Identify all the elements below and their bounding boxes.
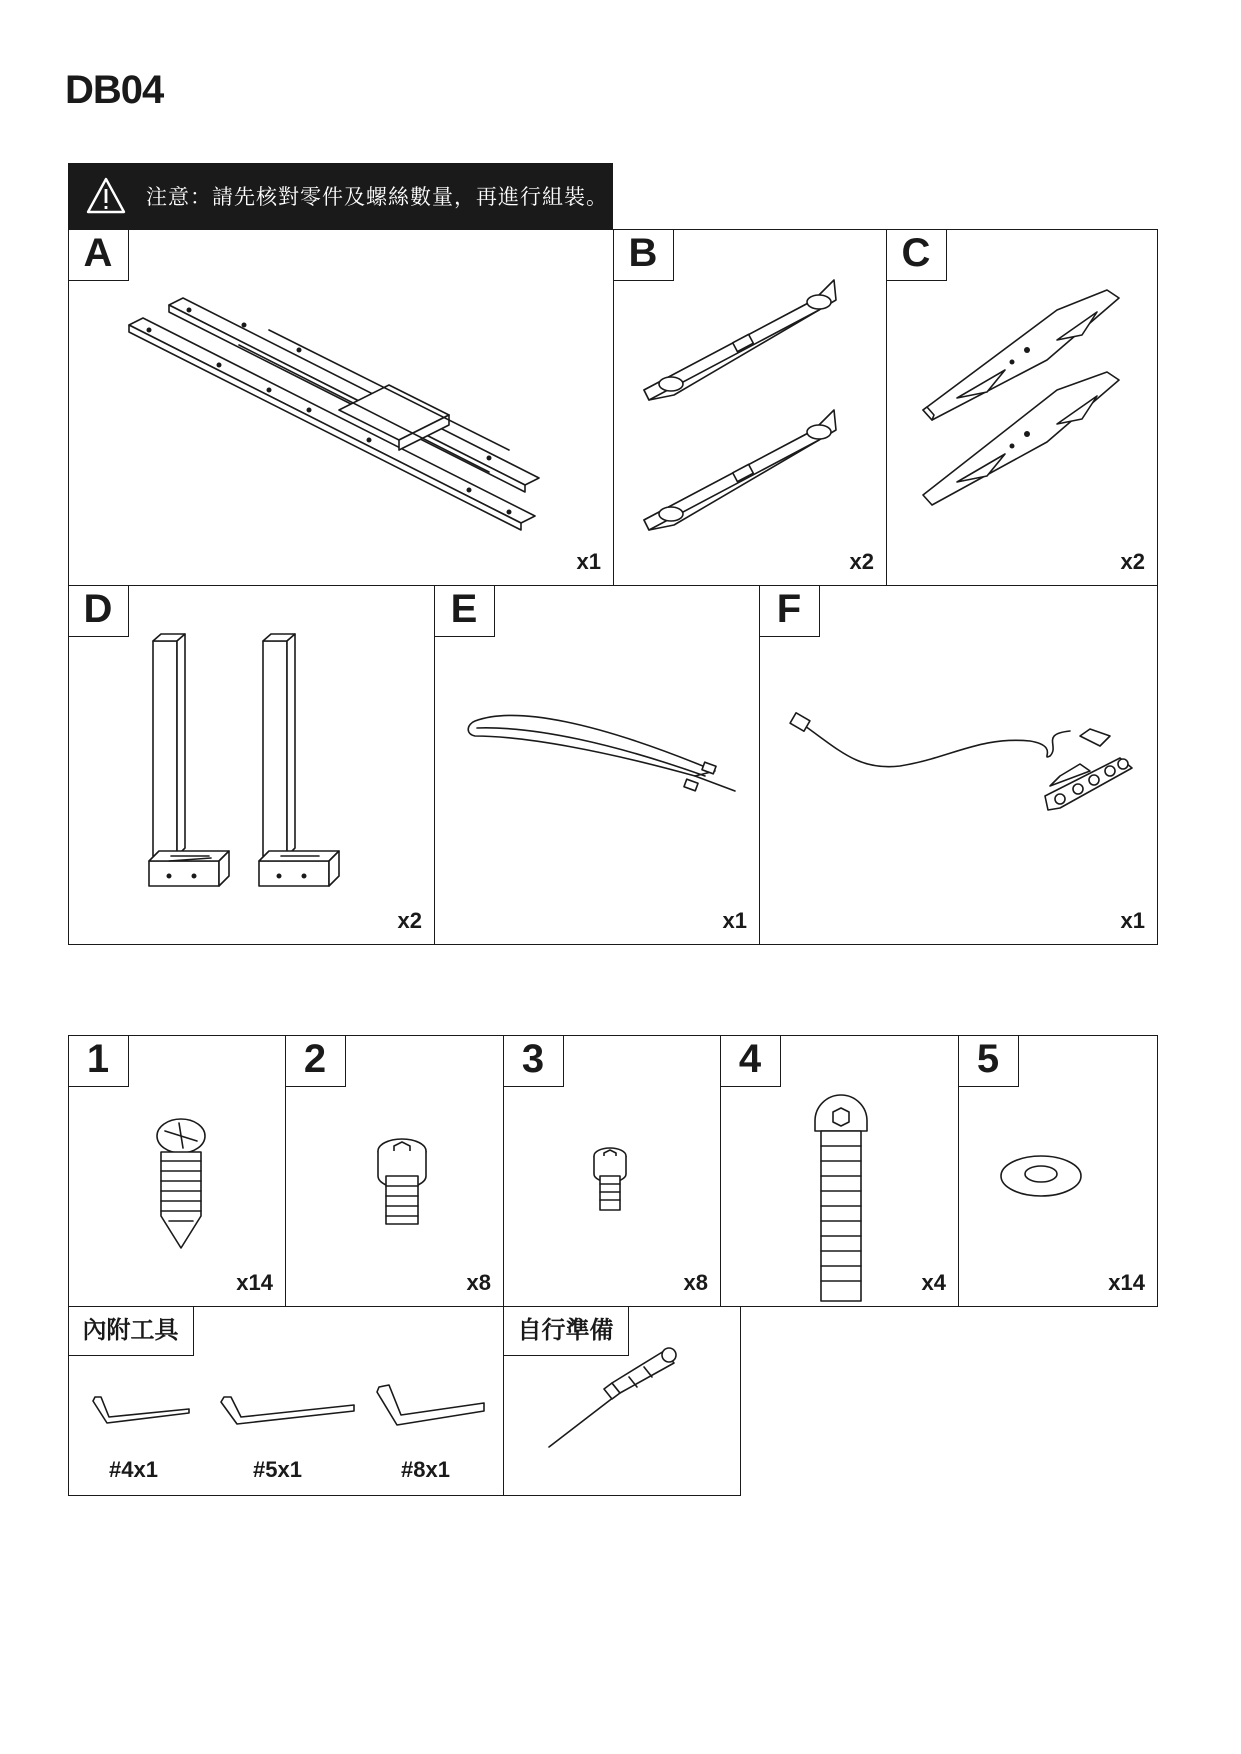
part-e-panel: [434, 585, 760, 945]
part-label: E: [434, 585, 495, 637]
part-label: A: [68, 229, 129, 281]
wood-screw-illustration: [69, 1036, 287, 1308]
part-label: C: [886, 229, 947, 281]
part-qty: x1: [576, 549, 601, 574]
hardware-qty: x14: [236, 1270, 273, 1295]
part-d-panel: [68, 585, 435, 945]
hardware-qty: x14: [1108, 1270, 1145, 1295]
frame-rail-illustration: [69, 230, 615, 587]
part-qty: x2: [397, 908, 422, 933]
hardware-3-panel: [503, 1035, 721, 1307]
hardware-label: 5: [958, 1035, 1019, 1087]
hardware-2-panel: [285, 1035, 504, 1307]
tools-self-label: 自行準備: [503, 1306, 629, 1356]
warning-icon: [86, 176, 126, 216]
foot-bracket-illustration: [614, 230, 888, 587]
notice-text: 注意：請先核對零件及螺絲數量，再進行組裝。: [146, 185, 608, 209]
part-label: F: [759, 585, 820, 637]
part-qty: x2: [849, 549, 874, 574]
tool-size-label: #4x1: [109, 1457, 158, 1482]
button-head-bolt-illustration: [721, 1036, 960, 1308]
hardware-5-panel: [958, 1035, 1158, 1307]
hardware-4-panel: [720, 1035, 959, 1307]
part-a-panel: [68, 229, 614, 586]
part-b-panel: [613, 229, 887, 586]
cable-illustration: [435, 586, 761, 946]
tools-included-label: 內附工具: [68, 1306, 194, 1356]
hardware-label: 3: [503, 1035, 564, 1087]
screwdriver-icon: [504, 1307, 742, 1497]
notice-banner: [68, 163, 613, 229]
part-f-panel: [759, 585, 1158, 945]
hardware-label: 2: [285, 1035, 346, 1087]
crossbar-bracket-illustration: [887, 230, 1159, 587]
tools-included-panel: [68, 1306, 504, 1496]
page-title: DB04: [65, 68, 164, 112]
washer-illustration: [959, 1036, 1159, 1308]
part-label: B: [613, 229, 674, 281]
tools-self-panel: [503, 1306, 741, 1496]
hardware-qty: x4: [921, 1270, 946, 1295]
hardware-1-panel: [68, 1035, 286, 1307]
hardware-label: 4: [720, 1035, 781, 1087]
tool-size-label: #5x1: [253, 1457, 302, 1482]
tool-size-label: #8x1: [401, 1457, 450, 1482]
hardware-qty: x8: [466, 1270, 491, 1295]
part-qty: x1: [1120, 908, 1145, 933]
hardware-qty: x8: [683, 1270, 708, 1295]
hardware-label: 1: [68, 1035, 129, 1087]
part-label: D: [68, 585, 129, 637]
hex-bolt-small-illustration: [504, 1036, 722, 1308]
control-panel-illustration: [760, 586, 1159, 946]
lifting-column-illustration: [69, 586, 436, 946]
part-qty: x2: [1120, 549, 1145, 574]
hex-bolt-medium-illustration: [286, 1036, 505, 1308]
part-qty: x1: [722, 908, 747, 933]
part-c-panel: [886, 229, 1158, 586]
